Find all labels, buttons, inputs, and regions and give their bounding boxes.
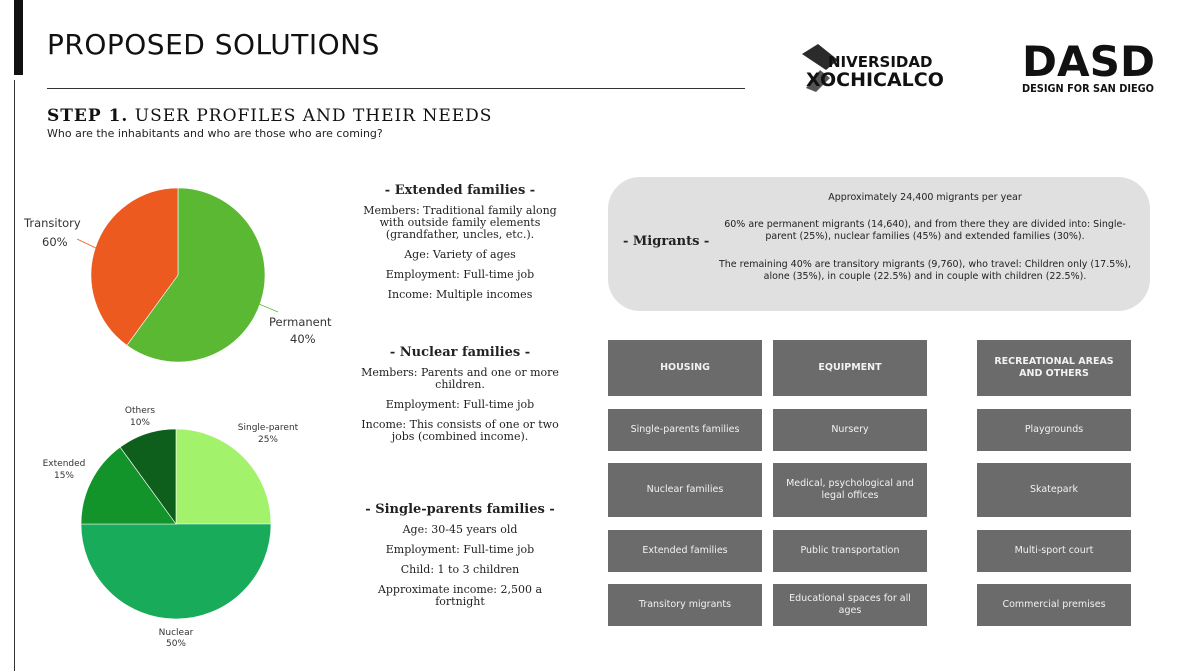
step-title: USER PROFILES AND THEIR NEEDS: [134, 106, 493, 126]
table-cell: Extended families: [608, 530, 762, 572]
profile-line: Employment: Full-time job: [385, 268, 535, 281]
profile-extended-families: [355, 183, 565, 309]
migrants-total: Approximately 24,400 migrants per year: [828, 192, 1022, 203]
profile-line: Age: 30-45 years old: [402, 523, 518, 536]
profile-nuclear-families: [355, 345, 565, 451]
table-cell: Multi-sport court: [977, 530, 1131, 572]
migrants-label: - Migrants -: [623, 234, 710, 249]
profile-line: Members: Traditional family along with outside family elements (grandfather, uncles, etc.).: [363, 204, 557, 241]
pie1-label-permanent: Permanent: [269, 315, 332, 329]
table-cell: Medical, psychological and legal offices: [773, 463, 927, 517]
table-cell: Nursery: [773, 409, 927, 451]
logo-dasd-main: DASD: [1022, 38, 1155, 86]
migrants-transitory: The remaining 40% are transitory migrants (9,760), who travel: Children only (17.5%), alone (35%), in couple (22.5%) and in couple with children (22.5%).: [718, 259, 1132, 282]
profile-line: Employment: Full-time job: [385, 398, 535, 411]
pie2-value-others: 10%: [129, 418, 151, 428]
family-type-pie: [81, 429, 271, 619]
pie-slice-nuclear: [81, 524, 271, 619]
table-cell: Skatepark: [977, 463, 1131, 517]
profile-heading: - Nuclear families -: [389, 345, 531, 360]
pie-slice-single-parent: [176, 429, 271, 524]
dasd-logo: [1022, 38, 1157, 98]
table-header-equipment: EQUIPMENT: [773, 340, 927, 396]
pie1-label-transitory: Transitory: [24, 216, 81, 230]
table-cell: Public transportation: [773, 530, 927, 572]
step-number: STEP 1.: [47, 106, 129, 126]
profile-heading: - Single-parents families -: [365, 502, 555, 517]
page-title: PROPOSED SOLUTIONS: [47, 28, 380, 61]
pie1-value-transitory: 60%: [42, 235, 68, 249]
pie2-value-single: 25%: [257, 435, 279, 445]
profile-line: Child: 1 to 3 children: [400, 563, 520, 576]
logo-uni-line2: XOCHICALCO: [806, 69, 944, 91]
profile-line: Approximate income: 2,500 a fortnight: [377, 583, 543, 608]
title-divider: [47, 88, 745, 89]
table-cell: Commercial premises: [977, 584, 1131, 626]
migrants-permanent: 60% are permanent migrants (14,640), and from there they are divided into: Single-parent (25%), nuclear families (45%) and extended families (30%).: [724, 219, 1126, 242]
pie2-label-nuclear: Nuclear: [158, 628, 194, 638]
pie2-value-nuclear: 50%: [165, 639, 187, 649]
table-cell: Single-parents families: [608, 409, 762, 451]
pie2-label-extended: Extended: [42, 459, 86, 469]
step-subtitle: Who are the inhabitants and who are those who are coming?: [47, 127, 383, 140]
profile-line: Income: This consists of one or two jobs (combined income).: [361, 418, 559, 443]
migrant-type-pie: [91, 188, 265, 362]
pie1-value-permanent: 40%: [290, 332, 316, 346]
profile-heading: - Extended families -: [384, 183, 536, 198]
profile-line: Income: Multiple incomes: [387, 288, 533, 301]
pie2-label-single: Single-parent: [237, 423, 299, 433]
profile-line: Age: Variety of ages: [404, 248, 516, 261]
step-heading: [47, 106, 492, 126]
table-header-housing: HOUSING: [608, 340, 762, 396]
pie2-value-extended: 15%: [53, 471, 75, 481]
logo-dasd-sub: DESIGN FOR SAN DIEGO: [1022, 82, 1154, 95]
accent-bar: [14, 0, 23, 75]
profile-single-parent-families: [355, 502, 565, 616]
leader-line-transitory: [77, 239, 98, 249]
table-cell: Nuclear families: [608, 463, 762, 517]
table-cell: Playgrounds: [977, 409, 1131, 451]
profile-line: Members: Parents and one or more children.: [361, 366, 559, 391]
table-cell: Educational spaces for all ages: [773, 584, 927, 626]
table-cell: Transitory migrants: [608, 584, 762, 626]
pie2-label-others: Others: [124, 406, 156, 416]
leader-line-permanent: [259, 304, 278, 312]
logo-uni-line1: NIVERSIDAD: [828, 53, 933, 71]
profile-line: Employment: Full-time job: [385, 543, 535, 556]
universidad-xochicalco-logo: [800, 40, 970, 94]
table-header-recreational: RECREATIONAL AREAS AND OTHERS: [977, 340, 1131, 396]
pie-charts: [0, 180, 345, 660]
